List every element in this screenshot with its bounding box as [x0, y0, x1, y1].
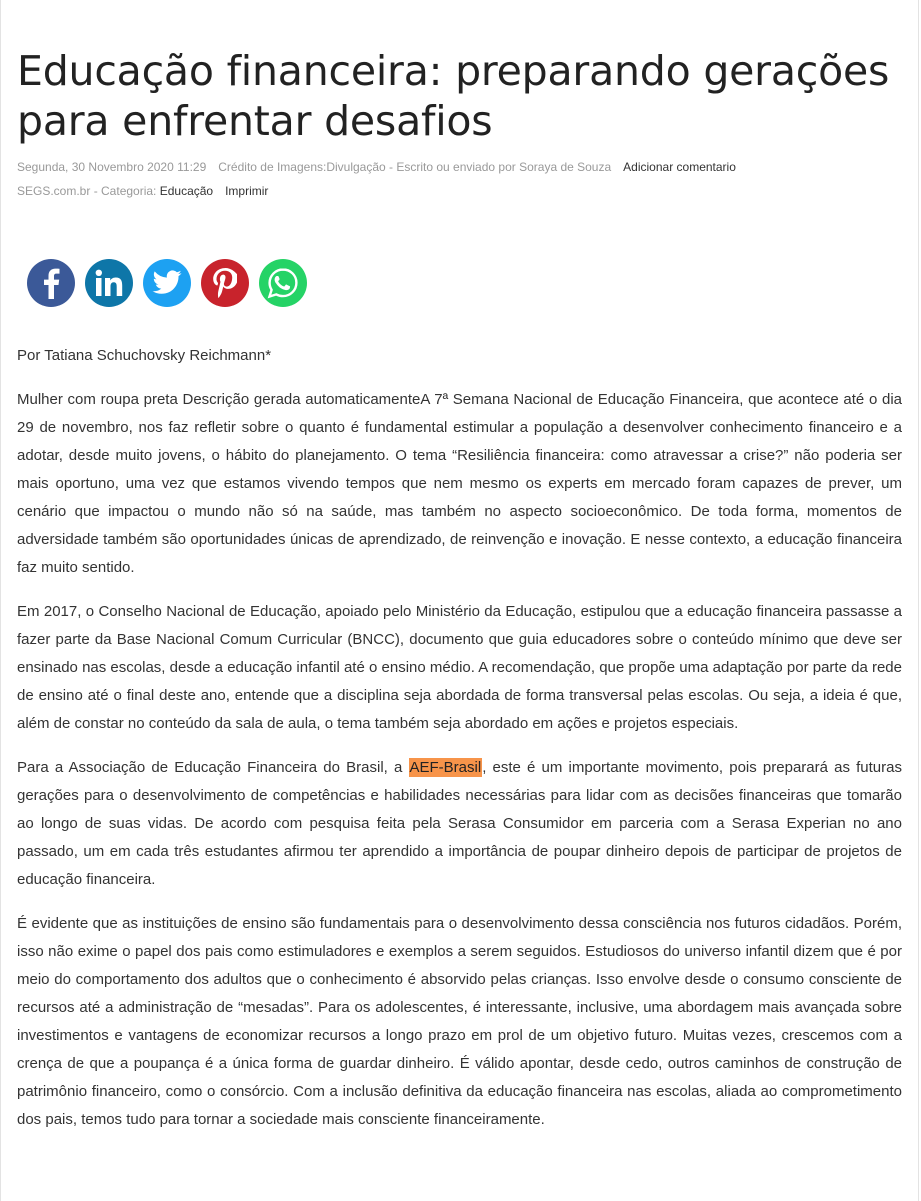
article-body — [17, 342, 902, 1150]
linkedin-share-button[interactable] — [85, 259, 133, 307]
article-category-line — [17, 183, 268, 199]
paragraph-text: , este é um importante movimento, pois preparará as futuras gerações para o desenvolvimento de competências e habilidades necessárias para lidar com as decisões financeiras que tomarão ao longo de suas vidas. De acordo com pesquisa feita pela Serasa Consumidor em parceria com a Serasa Experian no ano passado, um em cada três estudantes afirmou ter aprendido a importância de poupar dinheiro depois de participar de projetos de educação financeira. — [17, 759, 902, 888]
share-buttons — [27, 259, 307, 307]
twitter-icon — [152, 270, 182, 296]
article-paragraph — [17, 754, 902, 894]
aef-brasil-link[interactable]: AEF-Brasil — [409, 759, 482, 776]
whatsapp-icon — [267, 267, 299, 299]
article-paragraph: Em 2017, o Conselho Nacional de Educação, apoiado pelo Ministério da Educação, estipulou que a educação financeira passasse a fazer parte da Base Nacional Comum Curricular (BNCC), documento que guia educadores sobre o conteúdo mínimo que deve ser ensinado nas escolas, desde a educação infantil até o ensino médio. A recomendação, que propõe uma adaptação por parte da rede de ensino até o final deste ano, entende que a disciplina seja abordada de forma transversal pelas escolas. Ou seja, a ideia é que, além de constar no conteúdo da sala de aula, o tema também seja abordado em ações e projetos especiais. — [17, 603, 902, 732]
article-byline: Por Tatiana Schuchovsky Reichmann* — [17, 347, 272, 364]
linkedin-icon — [95, 269, 123, 297]
print-link[interactable]: Imprimir — [225, 184, 269, 198]
article-paragraph: É evidente que as instituições de ensino são fundamentais para o desenvolvimento dessa consciência nos futuros cidadãos. Porém, isso não exime o papel dos pais como estimuladores e exemplos a serem seguidos. Estudiosos do universo infantil dizem que é por meio do comportamento dos adultos que o conhecimento é absorvido pelas crianças. Isso envolve desde o consumo consciente de recursos até a administração de “mesadas”. Para os adolescentes, é interessante, inclusive, uma abordagem mais avançada sobre investimentos e vantagens de economizar recursos a longo prazo em prol de um objetivo futuro. Muitas vezes, crescemos com a crença de que a poupança é a única forma de guardar dinheiro. É válido apontar, desde cedo, outros caminhos de construção de patrimônio financeiro, como o consórcio. Com a inclusão definitiva da educação financeira nas escolas, aliada ao comprometimento dos pais, temos tudo para tornar a sociedade mais consciente financeiramente. — [17, 915, 902, 1128]
article-date: Segunda, 30 Novembro 2020 11:29 — [17, 160, 207, 174]
whatsapp-share-button[interactable] — [259, 259, 307, 307]
facebook-icon — [40, 267, 62, 299]
pinterest-icon — [213, 268, 237, 298]
category-link[interactable]: Educação — [159, 184, 214, 198]
article-container — [17, 46, 902, 1128]
article-title: Educação financeira: preparando gerações para enfrentar desafios — [17, 47, 890, 145]
article-meta-line — [17, 159, 736, 175]
pinterest-share-button[interactable] — [201, 259, 249, 307]
article-paragraph: Mulher com roupa preta Descrição gerada automaticamenteA 7ª Semana Nacional de Educação Financeira, que acontece até o dia 29 de novembro, nos faz refletir sobre o quanto é fundamental estimular a população a desenvolver conhecimento financeiro e a adotar, desde muito jovens, o hábito do planejamento. O tema “Resiliência financeira: como atravessar a crise?” não poderia ser mais oportuno, uma vez que estamos vivendo tempos que nem mesmo os experts em mercado foram capazes de prever, um cenário que impactou o mundo não só na saúde, mas também no aspecto socioeconômico. De toda forma, momentos de adversidade também são oportunidades únicas de aprendizado, de reinvenção e inovação. E nesse contexto, a educação financeira faz muito sentido. — [17, 391, 902, 576]
image-credit: Crédito de Imagens:Divulgação - Escrito ou enviado por Soraya de Souza — [218, 160, 612, 174]
facebook-share-button[interactable] — [27, 259, 75, 307]
paragraph-text: Para a Associação de Educação Financeira do Brasil, a — [17, 759, 409, 776]
site-category-prefix: SEGS.com.br - Categoria: — [17, 184, 160, 198]
add-comment-link[interactable]: Adicionar comentario — [623, 160, 736, 174]
twitter-share-button[interactable] — [143, 259, 191, 307]
